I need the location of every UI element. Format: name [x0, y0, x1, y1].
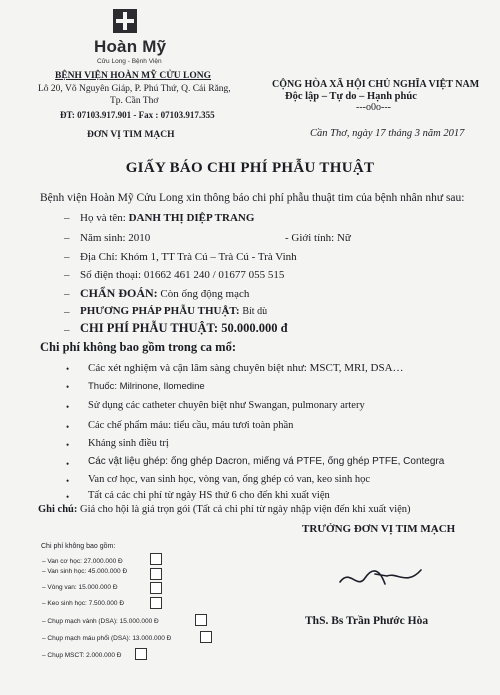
- doctor-name: ThS. Bs Trần Phước Hòa: [305, 615, 429, 627]
- exclusion-item: Các vật liệu ghép: ống ghép Dacron, miếng vá PTFE, ống ghép PTFE, Contegra: [88, 456, 445, 467]
- head-of-unit-title: TRƯỞNG ĐƠN VỊ TIM MẠCH: [302, 523, 456, 535]
- option-label: – Vòng van: 15.000.000 Đ: [42, 584, 118, 591]
- option-checkbox[interactable]: [195, 614, 207, 626]
- exclusion-item: Tất cả các chi phí từ ngày HS thứ 6 cho đến khi xuất viện: [88, 490, 330, 501]
- nation-motto: Độc lập – Tự do – Hạnh phúc: [285, 91, 417, 102]
- bullet-dot: •: [66, 459, 70, 469]
- bullet-dot: •: [66, 402, 70, 412]
- exclusion-item: Thuốc: Milrinone, Ilomedine: [88, 381, 205, 392]
- note-row: [38, 504, 411, 515]
- option-label: – Van sinh học: 45.000.000 Đ: [42, 568, 128, 575]
- exclusion-item: Các xét nghiệm và cận lâm sàng chuyên biệt như: MSCT, MRI, DSA…: [88, 362, 404, 374]
- diagnosis-row: [80, 286, 249, 301]
- method-value: Bít dù: [242, 306, 268, 317]
- motto-separator: ---o0o---: [356, 102, 391, 113]
- option-checkbox[interactable]: [150, 597, 162, 609]
- surgery-cost: CHI PHÍ PHẪU THUẬT: 50.000.000 đ: [80, 321, 288, 335]
- patient-phone: Số điện thoại: 01662 461 240 / 01677 055 515: [80, 269, 285, 281]
- bullet-dot: •: [66, 476, 70, 486]
- option-checkbox[interactable]: [135, 648, 147, 660]
- document-title: GIẤY BÁO CHI PHÍ PHẪU THUẬT: [125, 160, 375, 176]
- intro-text: Bệnh viện Hoàn Mỹ Cửu Long xin thông báo chi phí phẫu thuật tim của bệnh nhân như sau:: [40, 192, 465, 204]
- exclusion-item: Van cơ học, van sinh học, vòng van, ống ghép có van, keo sinh học: [88, 474, 370, 485]
- department-name: ĐƠN VỊ TIM MẠCH: [87, 130, 175, 140]
- exclusion-item: Kháng sinh điều trị: [88, 438, 169, 449]
- bullet-dot: •: [66, 422, 70, 432]
- hospital-name: BỆNH VIỆN HOÀN MỸ CỬU LONG: [55, 71, 211, 81]
- dash-bullet: –: [64, 306, 70, 318]
- option-label: – Van cơ học: 27.000.000 Đ: [42, 558, 123, 565]
- dash-bullet: –: [64, 212, 70, 224]
- exclusion-item: Các chế phẩm máu: tiểu cầu, máu tươi toàn phần: [88, 420, 294, 431]
- hoan-my-cross-logo-icon: [113, 9, 137, 33]
- option-label: – Chụp mạch máu phổi (DSA): 13.000.000 Đ: [42, 635, 172, 642]
- logo-name: Hoàn Mỹ: [94, 37, 167, 56]
- note-text: Giá cho hội là giá trọn gói (Tất cả chi phí từ ngày nhập viện đến khi xuất viện): [80, 504, 411, 515]
- diagnosis-value: Còn ống động mạch: [160, 288, 250, 300]
- option-checkbox[interactable]: [150, 568, 162, 580]
- option-label: – Chụp mạch vành (DSA): 15.000.000 Đ: [42, 618, 159, 625]
- dash-bullet: –: [64, 269, 70, 281]
- bullet-dot: •: [66, 492, 70, 502]
- patient-address: Địa Chỉ: Khóm 1, TT Trà Cú – Trà Cú - Trà Vinh: [80, 251, 297, 263]
- option-checkbox[interactable]: [150, 582, 162, 594]
- option-checkbox[interactable]: [200, 631, 212, 643]
- dash-bullet: –: [64, 288, 70, 300]
- method-label: PHƯƠNG PHÁP PHẪU THUẬT:: [80, 305, 240, 317]
- diagnosis-label: CHẨN ĐOÁN:: [80, 286, 158, 300]
- method-row: [80, 305, 267, 317]
- hospital-phone: ĐT: 07103.917.901 - Fax : 07103.917.355: [60, 110, 215, 120]
- option-label: – Keo sinh học: 7.500.000 Đ: [42, 600, 125, 607]
- patient-name: DANH THỊ DIỆP TRANG: [128, 212, 255, 224]
- dash-bullet: –: [64, 251, 70, 263]
- options-title: Chi phí không bao gồm:: [41, 543, 116, 550]
- bullet-dot: •: [66, 364, 70, 374]
- patient-name-row: [80, 212, 254, 224]
- handwritten-signature-icon: [335, 560, 425, 600]
- bullet-dot: •: [66, 382, 70, 392]
- hospital-city: Tp. Cần Thơ: [110, 96, 159, 106]
- bullet-dot: •: [66, 440, 70, 450]
- exclusions-title: Chi phí không bao gồm trong ca mổ:: [40, 340, 236, 354]
- exclusion-item: Sử dụng các catheter chuyên biệt như Swangan, pulmonary artery: [88, 400, 365, 411]
- hospital-address: Lô 20, Võ Nguyên Giáp, P. Phú Thứ, Q. Cái Răng,: [38, 84, 231, 94]
- document-date: Cần Thơ, ngày 17 tháng 3 năm 2017: [310, 128, 465, 139]
- logo-subtitle: Cửu Long - Bệnh Viện: [97, 58, 162, 65]
- patient-gender: - Giới tính: Nữ: [285, 232, 351, 244]
- note-label: Ghi chú:: [38, 504, 78, 515]
- option-label: – Chụp MSCT: 2.000.000 Đ: [42, 652, 122, 659]
- patient-birth-year: Năm sinh: 2010: [80, 232, 151, 244]
- nation-name: CỘNG HÒA XÃ HỘI CHỦ NGHĨA VIỆT NAM: [272, 79, 480, 90]
- option-checkbox[interactable]: [150, 553, 162, 565]
- dash-bullet: –: [64, 232, 70, 244]
- dash-bullet: –: [64, 324, 70, 336]
- patient-name-label: Họ và tên:: [80, 212, 126, 224]
